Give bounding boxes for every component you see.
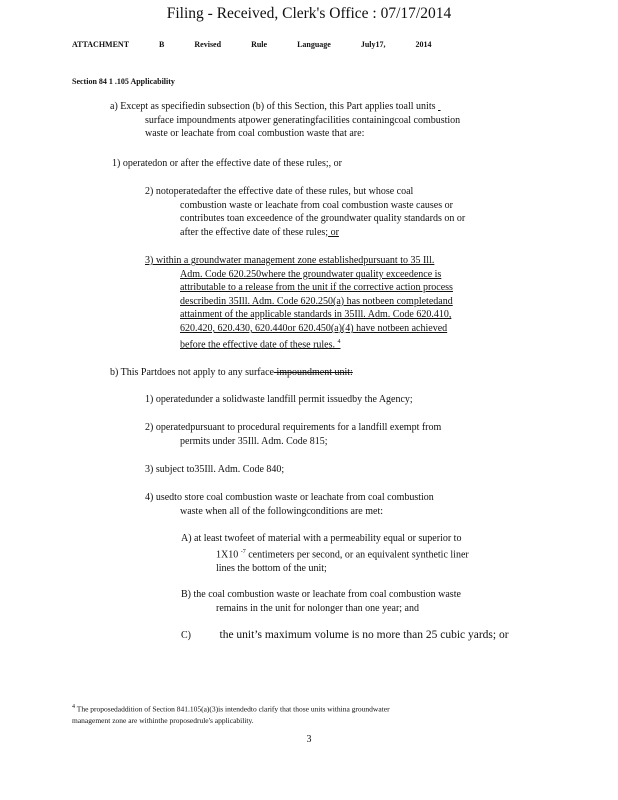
item-bB-line1: B) the coal combustion waste or leachate from coal combustion waste: [181, 589, 461, 600]
item-a3-line7: before the effective date of these rules.: [180, 338, 336, 350]
footnote-mark: 4: [72, 704, 75, 710]
item-bA-measure: 1X10: [216, 548, 239, 560]
item-bA-line2: centimeters per second, or an equivalent synthetic liner: [245, 548, 469, 560]
subsection-b: [110, 366, 353, 380]
item-bB-line2: remains in the unit for nolonger than one year; and: [216, 602, 419, 614]
item-a1: 1) operatedon or after the effective date of these rules;, or: [112, 158, 342, 169]
item-a3-line4: describedin 35Ill. Adm. Code 620.250(a) has notbeen completedand: [180, 295, 453, 307]
item-bC-text: the unit’s maximum volume is no more than 25 cubic yards; or: [219, 629, 509, 641]
item-a3-line6: 620.420, 620.430, 620.440or 620.450(a)(4) have notbeen achieved: [180, 322, 448, 334]
item-b3: 3) subject to35Ill. Adm. Code 840;: [145, 464, 285, 475]
page-number: 3: [306, 734, 312, 745]
item-b4: [145, 491, 434, 518]
item-bC: [181, 629, 509, 643]
revised-word: Revised: [194, 40, 222, 49]
item-a2: [145, 185, 465, 239]
item-a2-line3: contributes toan exceedence of the groundwater quality standards on or: [180, 213, 466, 225]
footnote: [72, 702, 390, 726]
item-b4-line1: 4) usedto store coal combustion waste or leachate from coal combustion: [145, 492, 434, 503]
item-b1: 1) operatedunder a solidwaste landfill permit issuedby the Agency;: [145, 394, 413, 405]
attachment-label: ATTACHMENT: [72, 40, 130, 49]
footnote-line2: management zone are withinthe proposedrule's applicability.: [72, 715, 254, 725]
subsection-b-intro: b) This Partdoes not apply to any surface: [110, 367, 274, 378]
item-b2-line2: permits under 35Ill. Adm. Code 815;: [180, 435, 328, 447]
subsection-a-line2: surface impoundments atpower generatingfacilities containingcoal combustion: [145, 114, 461, 126]
rule-word: Rule: [251, 40, 268, 49]
item-bB: [181, 588, 461, 615]
item-a3: [145, 254, 453, 351]
item-a2-or: or: [328, 226, 339, 238]
subsection-a-line1: a) Except as specifiedin subsection (b) of this Section, this Part applies toall units: [110, 101, 436, 112]
header-date: July17,: [360, 40, 386, 49]
item-a3-line2: Adm. Code 620.250where the groundwater quality exceedence is: [180, 268, 442, 280]
subsection-a: [110, 100, 468, 141]
item-a2-line2: combustion waste or leachate from coal combustion waste causes or: [180, 199, 453, 211]
item-bC-label: C): [181, 630, 191, 641]
item-b2-line1: 2) operatedpursuant to procedural requirements for a landfill exempt from: [145, 422, 442, 433]
item-a2-line4: after the effective date of these rules;: [180, 226, 329, 238]
item-a3-line5: attainment of the applicable standards in 35Ill. Adm. Code 620.410,: [180, 309, 452, 321]
item-a3-line1: 3) within a groundwater management zone establishedpursuant to 35 Ill.: [145, 255, 435, 266]
item-bA-exponent: -7: [240, 548, 246, 555]
header-year: 2014: [415, 40, 432, 49]
item-bA: [181, 532, 469, 575]
filing-stamp: Filing - Received, Clerk's Office : 07/17/2014: [166, 5, 452, 22]
subsection-a-line3: waste or leachate from coal combustion waste that are:: [145, 128, 365, 140]
item-b4-line2: waste when all of the followingconditions are met:: [180, 505, 384, 517]
language-word: Language: [297, 40, 331, 49]
subsection-b-struck: impoundment unit:: [273, 367, 353, 378]
attachment-letter: B: [159, 40, 165, 49]
footnote-line1: The proposedaddition of Section 841.105(a)(3)is intendedto clarify that those units withina groundwater: [75, 704, 390, 714]
section-title: Section 84 1 .105 Applicability: [72, 77, 175, 86]
item-bA-line1: A) at least twofeet of material with a permeability equal or superior to: [181, 533, 462, 544]
attachment-header: [72, 40, 458, 49]
item-b2: [145, 421, 441, 448]
item-bA-line3: lines the bottom of the unit;: [216, 562, 327, 574]
item-a2-line1: 2) notoperatedafter the effective date of these rules, but whose coal: [145, 186, 414, 197]
item-a3-line3: attributable to a release from the unit if the corrective action process: [180, 282, 453, 294]
footnote-reference: 4: [337, 338, 341, 345]
